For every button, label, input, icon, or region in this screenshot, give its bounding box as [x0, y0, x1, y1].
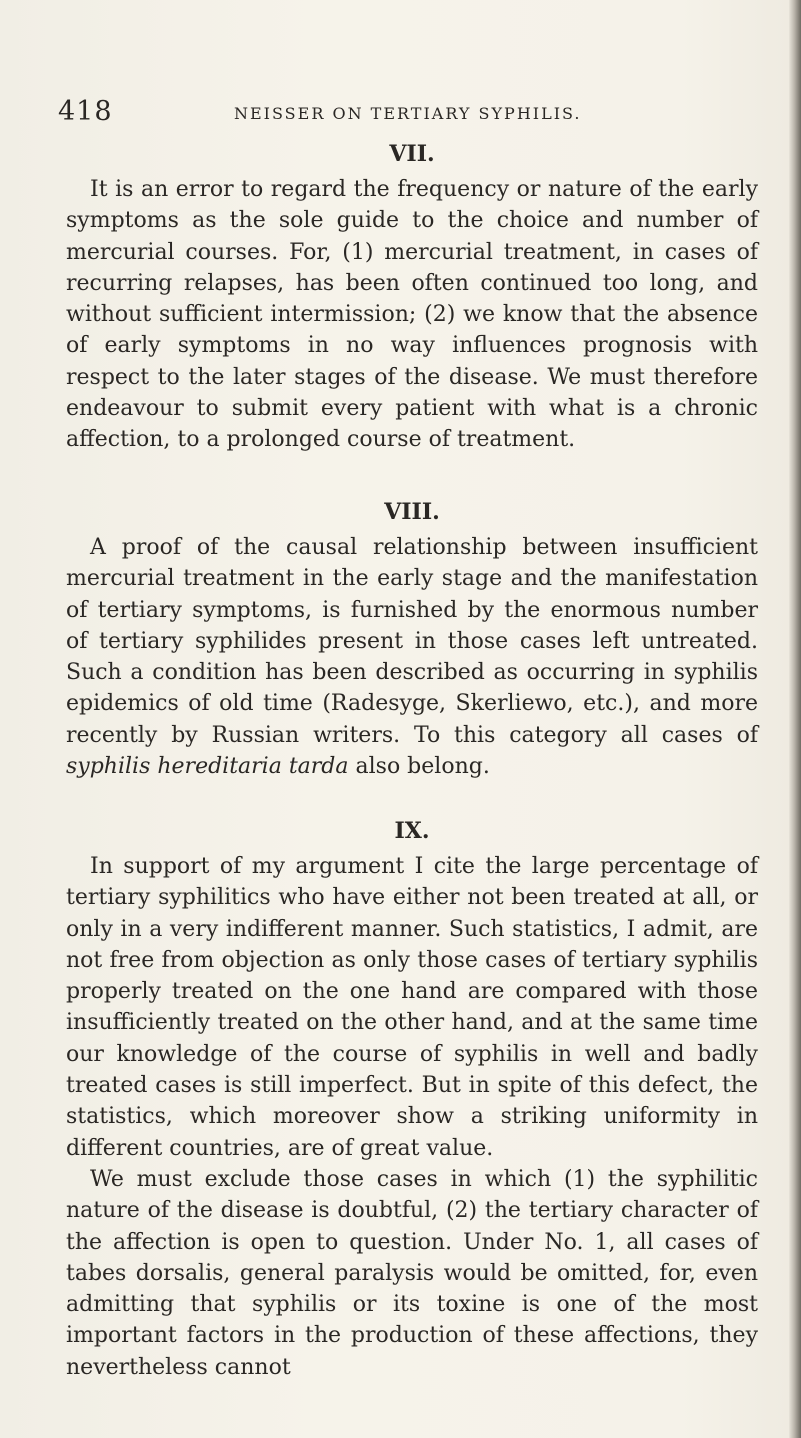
section-vii [66, 134, 758, 456]
page-number: 418 [58, 96, 113, 127]
section-viii [66, 492, 758, 782]
section-heading: VIII. [384, 499, 440, 525]
running-head-title: NEISSER ON TERTIARY SYPHILIS. [234, 104, 582, 123]
page-edge-shadow [789, 0, 801, 1438]
paragraph-text: A proof of the causal relationship between insufficient mercurial treatment in the early stage and the manifestation of tertiary symptoms, is furnished by the enormous number of tertiary syphilides present in those cases left untreated. Such a condition has been described as occurring in syphilis epidemics of old time (Radesyge, Skerliewo, etc.), and more recently by Russian writers. To this category all cases of [66, 535, 758, 748]
running-head [58, 96, 758, 136]
section-heading: VII. [389, 141, 435, 167]
paragraph: We must exclude those cases in which (1) the syphilitic nature of the disease is doubtful, (2) the tertiary character of the affection is open to question. Under No. 1, all cases of tabes dorsalis, general paralysis would be omitted, for, even admitting that syphilis or its toxine is one of the most important factors in the production of these affections, they nevertheless cannot [66, 1166, 758, 1380]
paragraph: It is an error to regard the frequency or nature of the early symptoms as the sole guide to the choice and number of mercurial courses. For, (1) mercurial treatment, in cases of recurring relapses, has been often continued too long, and without sufficient intermission; (2) we know that the absence of early symptoms in no way influences prognosis with respect to the later stages of the disease. We must therefore endeavour to submit every patient with what is a chronic affection, to a prolonged course of treatment. [66, 177, 758, 453]
paragraph-text: also belong. [355, 754, 490, 780]
paragraph: In support of my argument I cite the large percentage of tertiary syphilitics who have either not been treated at all, or only in a very indifferent manner. Such statistics, I admit, are not free from objection as only those cases of tertiary syphilis properly treated on the one hand are compared with those insufficiently treated on the other hand, and at the same time our knowledge of the course of syphilis in well and badly treated cases is still imperfect. But in spite of this defect, the statistics, which moreover show a striking uniformity in different countries, are of great value. [66, 854, 758, 1161]
section-ix [66, 811, 758, 1383]
italic-term: syphilis hereditaria tarda [66, 754, 349, 780]
section-heading: IX. [394, 818, 430, 844]
paragraph [66, 532, 758, 782]
